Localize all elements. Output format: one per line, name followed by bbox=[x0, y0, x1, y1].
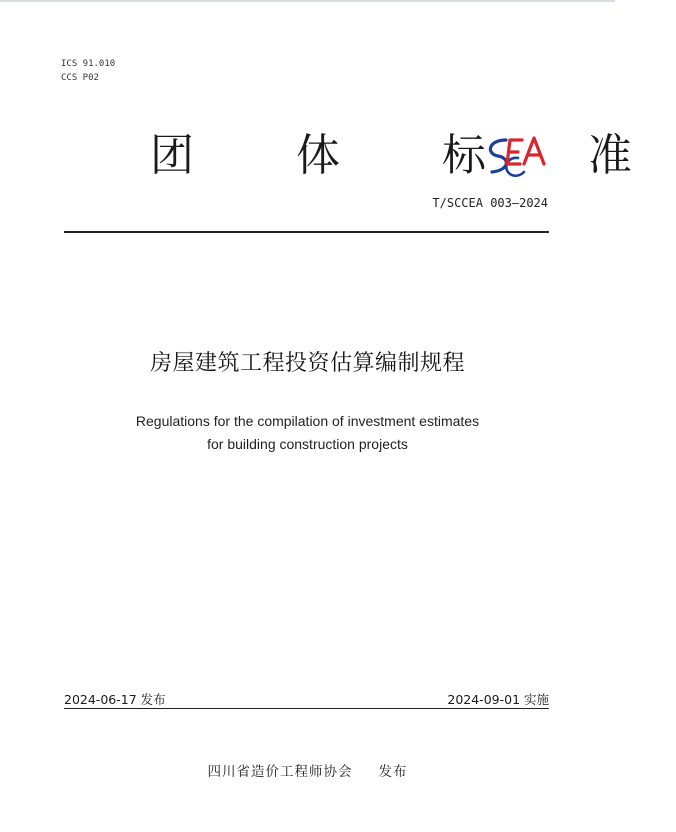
scea-logo bbox=[484, 134, 548, 178]
ics-code: ICS 91.010 bbox=[61, 59, 116, 69]
logo-a-letter bbox=[524, 138, 544, 164]
title-english bbox=[0, 410, 615, 456]
issue-date: 2024-06-17 发布 bbox=[64, 692, 166, 707]
ccs-code: CCS P02 bbox=[61, 73, 99, 83]
classification-codes bbox=[61, 57, 115, 85]
publisher-name: 四川省造价工程师协会 bbox=[207, 764, 353, 780]
publisher-action: 发布 bbox=[378, 764, 408, 780]
title-english-line2: for building construction projects bbox=[207, 436, 408, 452]
logo-s-curve bbox=[490, 140, 506, 172]
publisher-line bbox=[0, 760, 615, 780]
standard-number: T/SCCEA 003—2024 bbox=[432, 196, 548, 210]
footer-divider bbox=[64, 708, 549, 709]
header-divider bbox=[64, 231, 549, 233]
title-english-line1: Regulations for the compilation of investment estimates bbox=[135, 413, 480, 429]
top-border bbox=[0, 0, 615, 2]
implementation-date: 2024-09-01 实施 bbox=[447, 692, 549, 707]
standard-type: 团 体 标 准 bbox=[150, 130, 676, 181]
title-chinese: 房屋建筑工程投资估算编制规程 bbox=[149, 351, 465, 376]
